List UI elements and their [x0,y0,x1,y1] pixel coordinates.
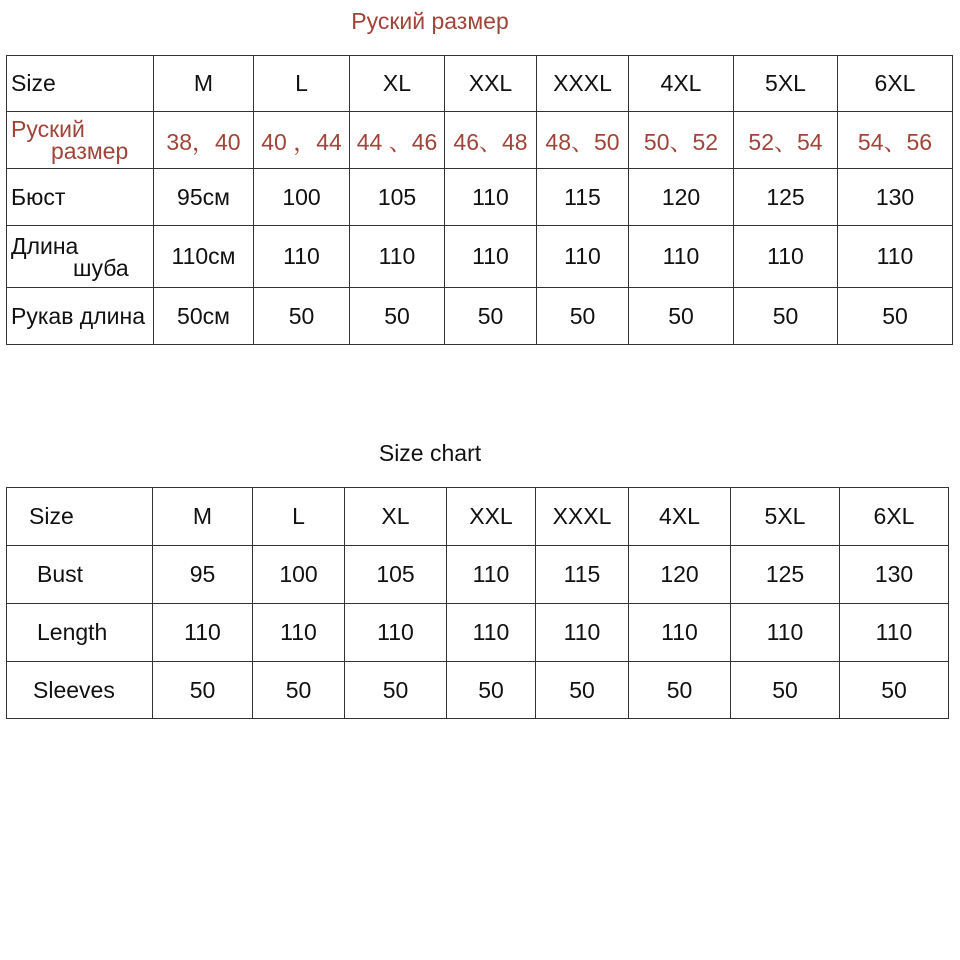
ru-size-cell: 44 、46 [350,112,445,169]
length-cell: 110 [537,226,629,288]
table-row-header [7,56,953,112]
bust-cell: 110 [447,546,536,604]
size-header-cell: 5XL [734,56,838,112]
header-label-cell: Size [7,56,154,112]
table-row-bust [7,546,949,604]
bust-cell: 115 [537,169,629,226]
sleeve-cell: 50см [154,288,254,345]
bust-label-cell: Bust [7,546,153,604]
sleeve-cell: 50 [629,288,734,345]
sleeves-cell: 50 [447,662,536,719]
table-row-length [7,226,953,288]
ru-size-label-line2: размер [51,138,129,164]
size-header-cell: L [254,56,350,112]
bust-cell: 115 [536,546,629,604]
sleeve-cell: 50 [254,288,350,345]
bust-cell: 130 [838,169,953,226]
bust-cell: 130 [840,546,949,604]
size-header-cell: XL [345,488,447,546]
sleeves-cell: 50 [840,662,949,719]
bust-cell: 125 [734,169,838,226]
ru-size-cell: 52、54 [734,112,838,169]
table-row-header [7,488,949,546]
ru-size-cell: 48、50 [537,112,629,169]
size-header-cell: M [153,488,253,546]
sleeves-cell: 50 [536,662,629,719]
size-header-cell: M [154,56,254,112]
bust-cell: 105 [345,546,447,604]
sleeves-cell: 50 [153,662,253,719]
ru-size-cell: 40 ，44 [254,112,350,169]
length-label-cell [7,226,154,288]
size-header-cell: XXXL [536,488,629,546]
sleeves-cell: 50 [629,662,731,719]
bust-cell: 125 [731,546,840,604]
ru-size-cell: 50、52 [629,112,734,169]
sleeve-cell: 50 [445,288,537,345]
length-cell: 110 [345,604,447,662]
length-cell: 110 [731,604,840,662]
size-header-cell: 5XL [731,488,840,546]
length-cell: 110 [447,604,536,662]
size-header-cell: 6XL [838,56,953,112]
length-cell: 110 [153,604,253,662]
length-cell: 110 [734,226,838,288]
length-cell: 110 [838,226,953,288]
size-header-cell: 4XL [629,56,734,112]
size-header-cell: XXL [445,56,537,112]
sleeves-cell: 50 [731,662,840,719]
length-label-cell: Length [7,604,153,662]
bust-cell: 100 [253,546,345,604]
length-label-line1: Длина [11,232,79,259]
sleeve-cell: 50 [734,288,838,345]
length-cell: 110 [536,604,629,662]
ru-size-label-line1: Руский [11,116,85,142]
english-size-table [6,487,949,719]
size-header-cell: 4XL [629,488,731,546]
table-row-ru-size [7,112,953,169]
sleeve-label-cell: Рукав длина [7,288,154,345]
size-header-cell: XXL [447,488,536,546]
ru-size-cell: 46、48 [445,112,537,169]
sleeves-cell: 50 [253,662,345,719]
bust-cell: 95 [153,546,253,604]
length-cell: 110см [154,226,254,288]
bust-cell: 105 [350,169,445,226]
size-header-cell: 6XL [840,488,949,546]
english-chart-title: Size chart [378,440,482,466]
size-header-cell: XL [350,56,445,112]
length-cell: 110 [253,604,345,662]
bust-label-cell: Бюст [7,169,154,226]
ru-size-cell: 54、56 [838,112,953,169]
length-cell: 110 [840,604,949,662]
ru-size-cell: 38，40 [154,112,254,169]
length-cell: 110 [629,226,734,288]
length-label-line2: шуба [73,254,129,281]
ru-size-label-cell [7,112,154,169]
table-row-sleeves [7,662,949,719]
length-cell: 110 [350,226,445,288]
russian-size-table [6,55,953,345]
sleeve-cell: 50 [537,288,629,345]
table-row-bust [7,169,953,226]
russian-chart-title: Руский размер [351,8,509,34]
length-cell: 110 [254,226,350,288]
sleeve-cell: 50 [838,288,953,345]
sleeves-cell: 50 [345,662,447,719]
sleeve-cell: 50 [350,288,445,345]
bust-cell: 120 [629,169,734,226]
length-cell: 110 [629,604,731,662]
bust-cell: 95см [154,169,254,226]
bust-cell: 110 [445,169,537,226]
length-cell: 110 [445,226,537,288]
bust-cell: 100 [254,169,350,226]
bust-cell: 120 [629,546,731,604]
table-row-length [7,604,949,662]
header-label-cell: Size [7,488,153,546]
sleeves-label-cell: Sleeves [7,662,153,719]
table-row-sleeve [7,288,953,345]
size-header-cell: L [253,488,345,546]
size-header-cell: XXXL [537,56,629,112]
